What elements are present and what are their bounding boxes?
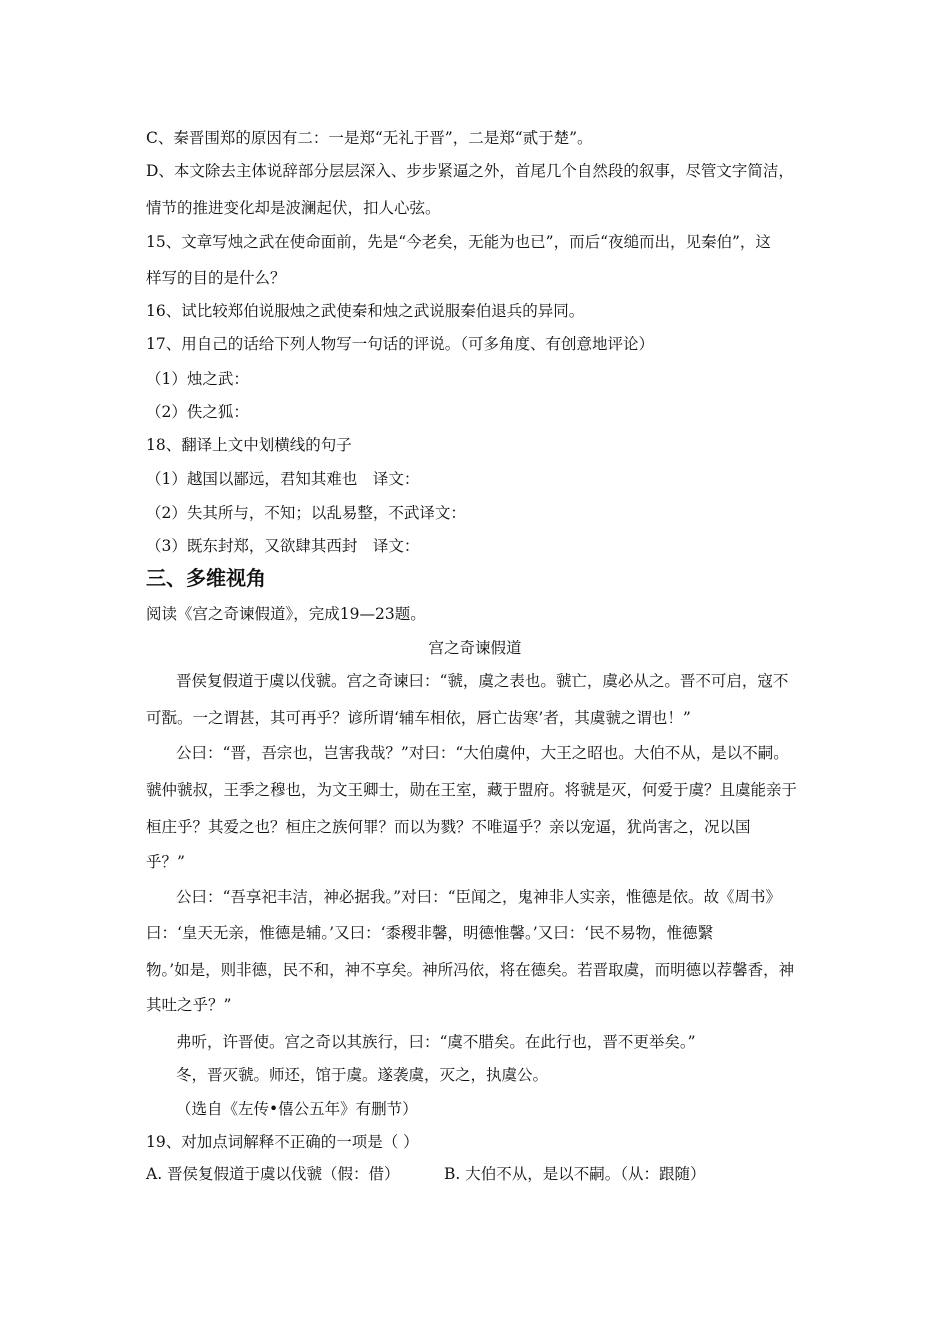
question-18: 18、翻译上文中划横线的句子 — [146, 436, 352, 454]
passage-line: 晋侯复假道于虞以伐虢。宫之奇谏曰：“虢，虞之表也。虢亡，虞必从之。晋不可启，寇不 — [176, 672, 789, 690]
passage-line: 曰：‘皇天无亲，惟德是辅。’又曰：‘黍稷非馨，明德惟馨。’又曰：‘民不易物，惟德繄 — [146, 924, 714, 942]
question-19-option-b: B. 大伯不从，是以不嗣。（从：跟随） — [444, 1165, 706, 1183]
question-15-line1: 15、文章写烛之武在使命面前，先是“今老矣，无能为也已”，而后“夜缒而出，见秦伯”，这 — [146, 233, 771, 251]
question-19-option-a: A. 晋侯复假道于虞以伐虢（假：借） — [146, 1165, 400, 1183]
passage-line: 虢仲虢叔，王季之穆也，为文王卿士，勋在王室，藏于盟府。将虢是灭，何爱于虞？且虞能亲于 — [146, 781, 798, 799]
option-d-line2: 情节的推进变化却是波澜起伏，扣人心弦。 — [146, 199, 441, 217]
question-18-item3: （3）既东封郑，又欲肆其西封 译文： — [146, 537, 420, 555]
passage-line: 物。’如是，则非德，民不和，神不享矣。神所冯依，将在德矣。若晋取虞，而明德以荐馨香，神 — [146, 961, 795, 979]
question-19: 19、对加点词解释不正确的一项是（ ） — [146, 1133, 419, 1151]
passage-line: 冬，晋灭虢。师还，馆于虞。遂袭虞，灭之，执虞公。 — [176, 1066, 549, 1084]
reading-intro: 阅读《宫之奇谏假道》，完成19—23题。 — [146, 605, 426, 623]
question-17-item1: （1）烛之武： — [146, 370, 249, 388]
passage-line: 可翫。一之谓甚，其可再乎？谚所谓‘辅车相依，唇亡齿寒’者，其虞虢之谓也！” — [146, 709, 691, 727]
question-15-line2: 样写的目的是什么？ — [146, 269, 286, 287]
section-title: 三、多维视角 — [146, 566, 266, 590]
question-18-item2: （2）失其所与，不知；以乱易整，不武译文： — [146, 504, 466, 522]
question-18-item1: （1）越国以鄙远，君知其难也 译文： — [146, 470, 420, 488]
passage-line: 弗听，许晋使。宫之奇以其族行，曰：“虞不腊矣。在此行也，晋不更举矣。” — [176, 1033, 696, 1051]
passage-line: 桓庄乎？其爱之也？桓庄之族何罪？而以为戮？不唯逼乎？亲以宠逼，犹尚害之，况以国 — [146, 818, 751, 836]
question-16: 16、试比较郑伯说服烛之武使秦和烛之武说服秦伯退兵的异同。 — [146, 302, 585, 320]
passage-line: 公曰：“吾享祀丰洁，神必据我。”对曰：“臣闻之，鬼神非人实亲，惟德是依。故《周书》 — [176, 888, 782, 906]
question-17: 17、用自己的话给下列人物写一句话的评说。（可多角度、有创意地评论） — [146, 335, 654, 353]
passage-title: 宫之奇谏假道 — [428, 639, 522, 657]
option-d-line1: D、本文除去主体说辞部分层层深入、步步紧逼之外，首尾几个自然段的叙事，尽管文字简洁， — [146, 162, 794, 180]
question-17-item2: （2）佚之狐： — [146, 403, 249, 421]
passage-source: （选自《左传•僖公五年》有删节） — [176, 1100, 418, 1118]
passage-line: 公曰：“晋，吾宗也，岂害我哉？”对曰：“大伯虞仲，大王之昭也。大伯不从，是以不嗣。 — [176, 744, 789, 762]
option-c: C、秦晋围郑的原因有二：一是郑“无礼于晋”，二是郑“贰于楚”。 — [146, 129, 593, 147]
passage-line: 乎？” — [146, 853, 185, 871]
passage-line: 其吐之乎？” — [146, 996, 232, 1014]
